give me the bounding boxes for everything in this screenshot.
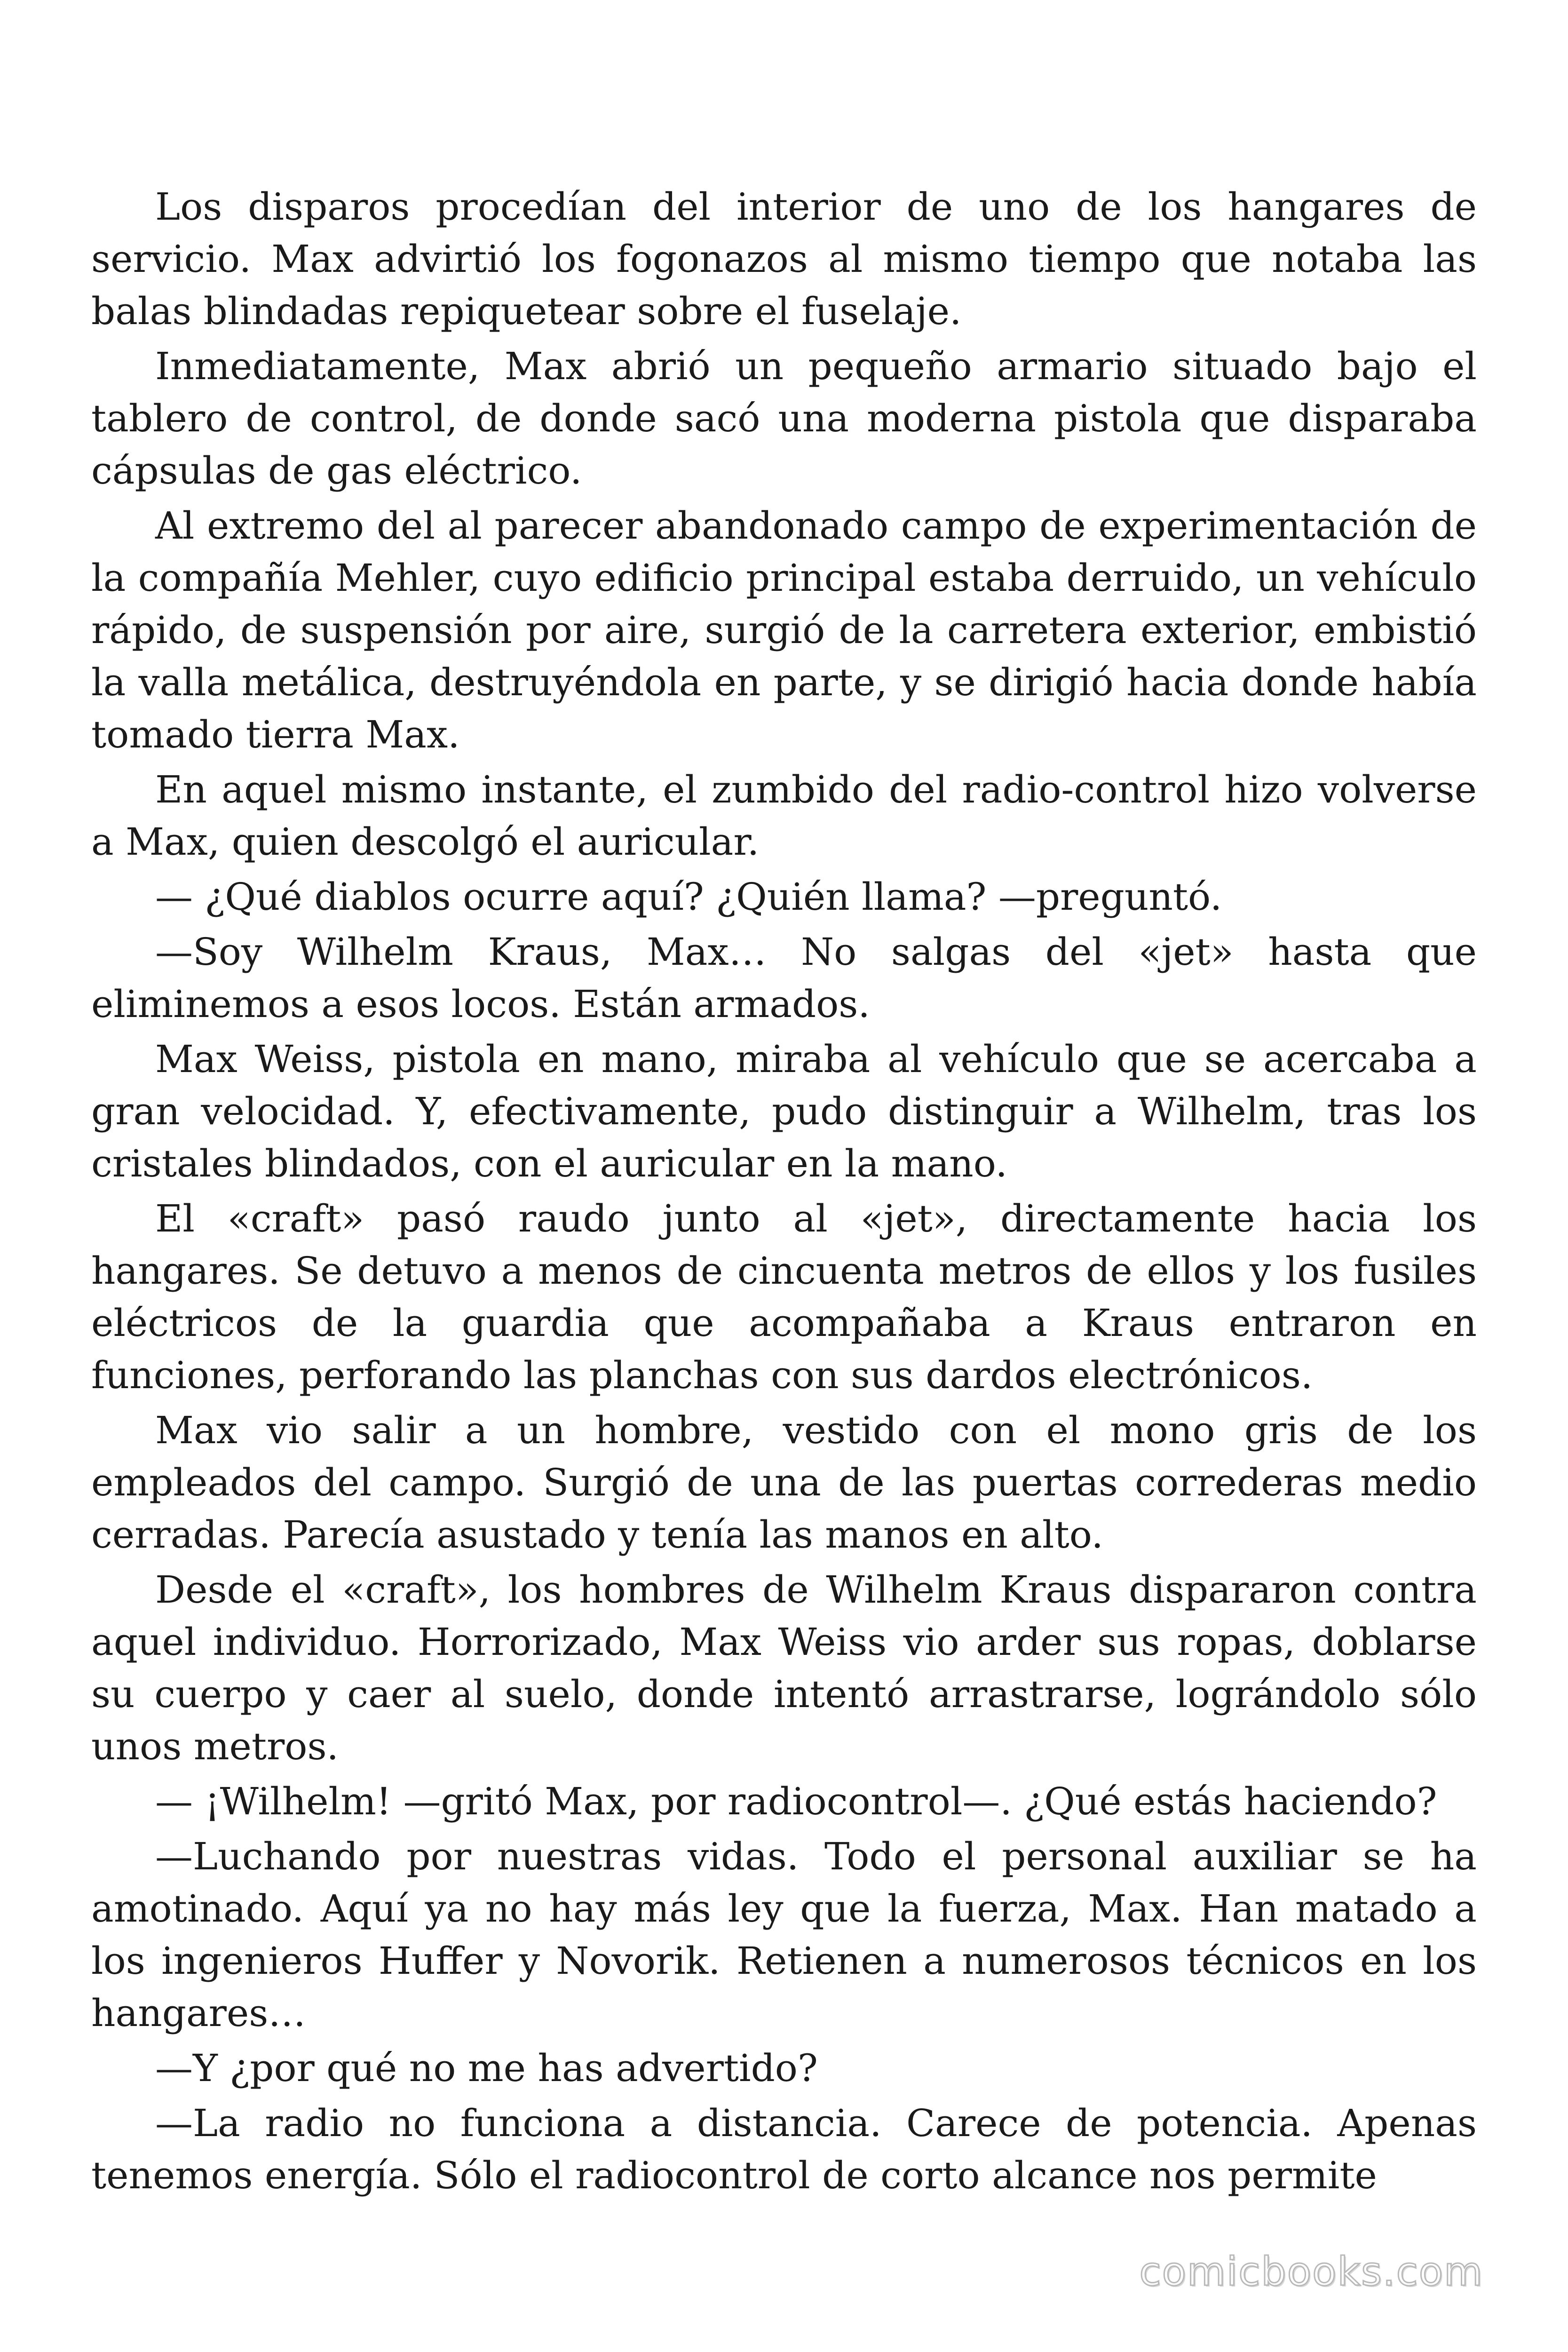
paragraph: Desde el «craft», los hombres de Wilhelm Kraus dispararon contra aquel individuo. Horrorizado, Max Weiss vio arder sus ropas, doblarse su cuerpo y caer al suelo, donde intentó arrastrarse, lográndolo sólo unos metros. (91, 1568, 1477, 1768)
paragraph: En aquel mismo instante, el zumbido del radio-control hizo volverse a Max, quien descolgó el auricular. (91, 768, 1477, 864)
dialogue-line: —Luchando por nuestras vidas. Todo el personal auxiliar se ha amotinado. Aquí ya no hay más ley que la fuerza, Max. Han matado a los ingenieros Huffer y Novorik. Retienen a numerosos técnicos en los hangares… (91, 1835, 1477, 2035)
paragraph: Max Weiss, pistola en mano, miraba al vehículo que se acercaba a gran velocidad. Y, efectivamente, pudo distinguir a Wilhelm, tras los cristales blindados, con el auricular en la mano. (91, 1037, 1477, 1185)
paragraph: El «craft» pasó raudo junto al «jet», directamente hacia los hangares. Se detuvo a menos de cincuenta metros de ellos y los fusiles eléctricos de la guardia que acompañaba a Kraus entraron en funciones, perforando las planchas con sus dardos electrónicos. (91, 1197, 1477, 1397)
dialogue-line: — ¿Qué diablos ocurre aquí? ¿Quién llama? —preguntó. (155, 875, 1222, 919)
dialogue-line: —Soy Wilhelm Kraus, Max… No salgas del «jet» hasta que eliminemos a esos locos. Están armados. (91, 930, 1477, 1026)
paragraph: Max vio salir a un hombre, vestido con el mono gris de los empleados del campo. Surgió de una de las puertas correderas medio cerradas. Parecía asustado y tenía las manos en alto. (91, 1408, 1477, 1557)
watermark: comicbooks.com (1139, 2249, 1483, 2295)
dialogue-line: —Y ¿por qué no me has advertido? (155, 2046, 818, 2090)
dialogue-line: —La radio no funciona a distancia. Carece de potencia. Apenas tenemos energía. Sólo el radiocontrol de corto alcance nos permite (91, 2101, 1477, 2197)
paragraph: Inmediatamente, Max abrió un pequeño armario situado bajo el tablero de control, de donde sacó una moderna pistola que disparaba cápsulas de gas eléctrico. (91, 344, 1477, 493)
paragraph: Los disparos procedían del interior de uno de los hangares de servicio. Max advirtió los fogonazos al mismo tiempo que notaba las balas blindadas repiquetear sobre el fuselaje. (91, 185, 1477, 333)
dialogue-line: — ¡Wilhelm! —gritó Max, por radiocontrol—. ¿Qué estás haciendo? (155, 1780, 1437, 1823)
body-text (91, 181, 1477, 2204)
paragraph: Al extremo del al parecer abandonado campo de experimentación de la compañía Mehler, cuyo edificio principal estaba derruido, un vehículo rápido, de suspensión por aire, surgió de la carretera exterior, embistió la valla metálica, destruyéndola en parte, y se dirigió hacia donde había tomado tierra Max. (91, 504, 1477, 756)
